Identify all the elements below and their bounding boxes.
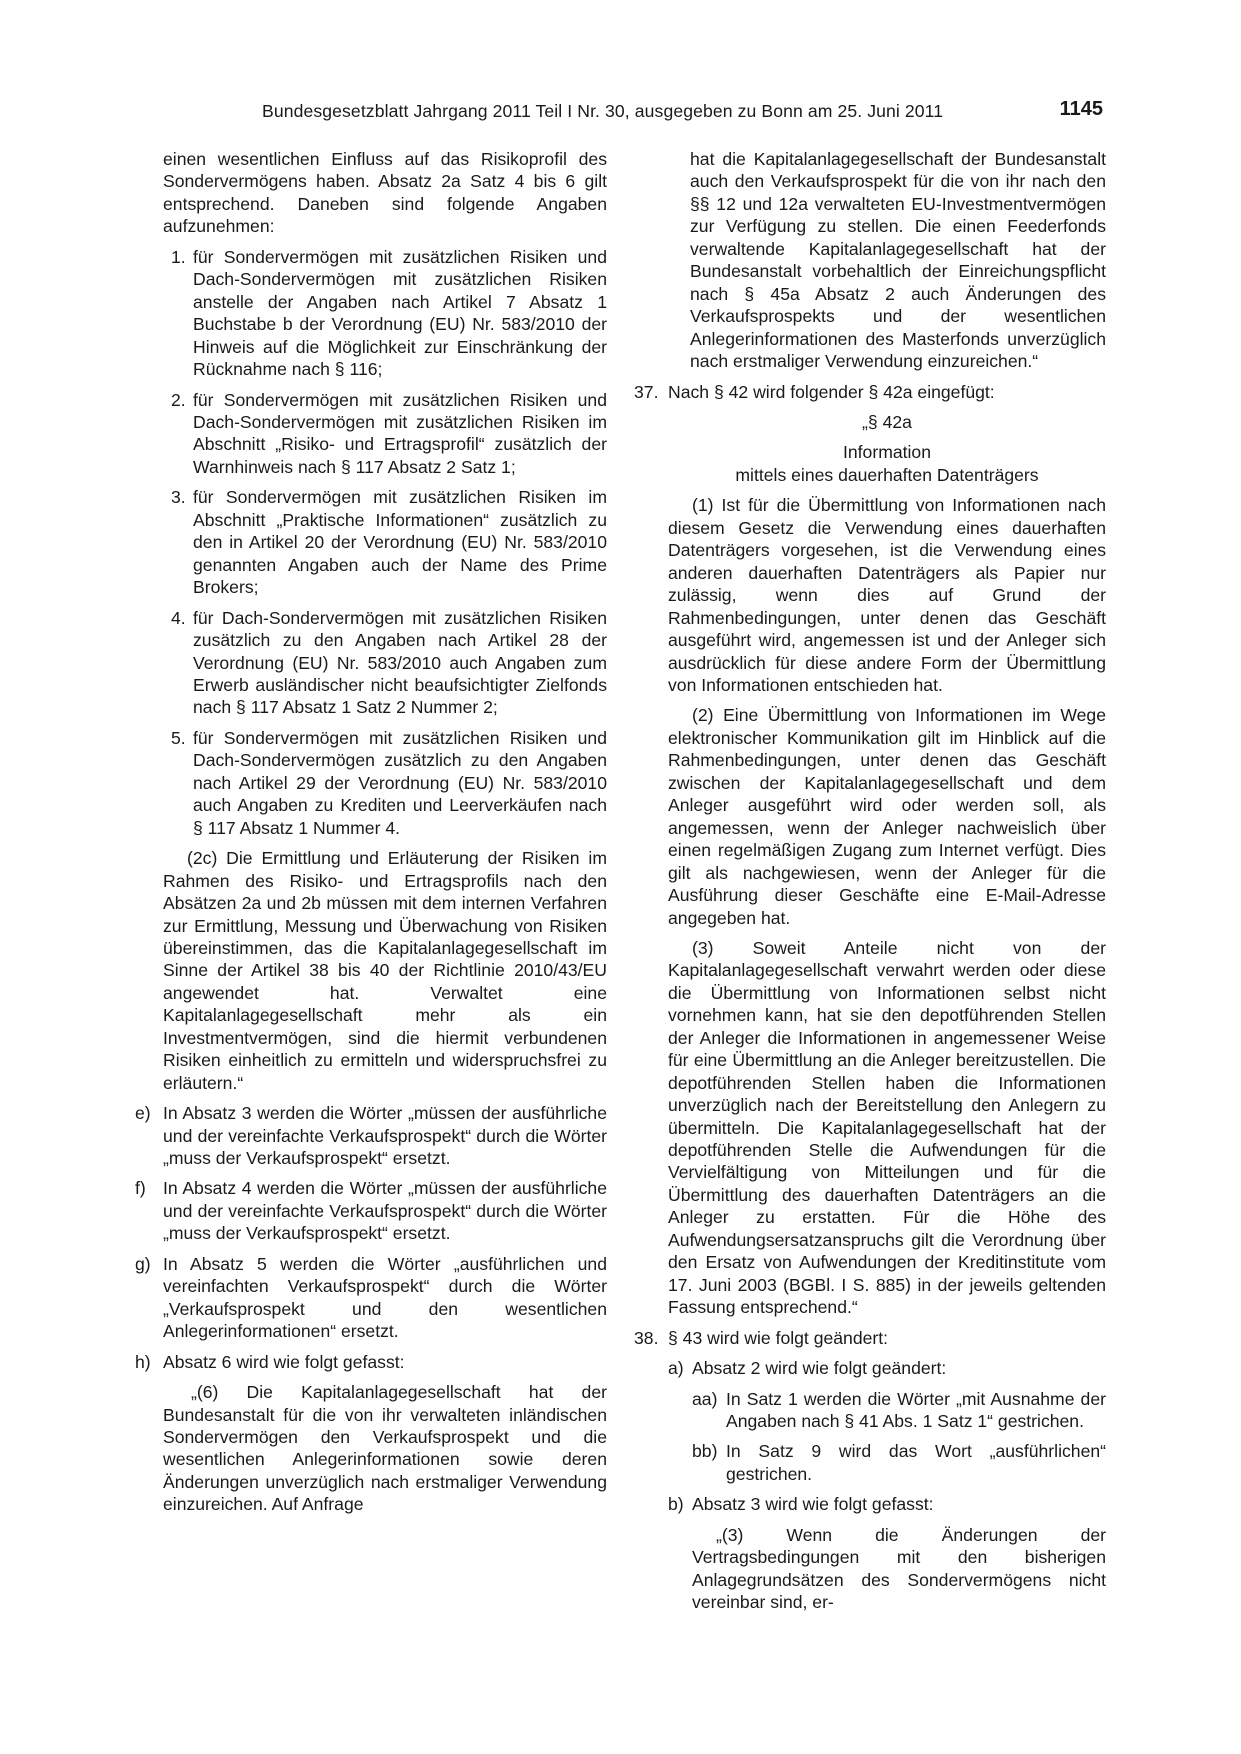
list-item-number: 1. bbox=[171, 246, 186, 267]
amendment-e bbox=[135, 1102, 607, 1169]
list-item-number: 5. bbox=[171, 727, 186, 748]
item-text: Nach § 42 wird folgender § 42a eingefügt: bbox=[668, 381, 995, 402]
right-column bbox=[634, 148, 1106, 1614]
page-header bbox=[262, 98, 1103, 131]
list-item-1 bbox=[163, 246, 607, 381]
sub-item-letter: bb) bbox=[692, 1441, 718, 1462]
running-title: Bundesgesetzblatt Jahrgang 2011 Teil I Nr. 30, ausgegeben zu Bonn am 25. Juni 2011 bbox=[262, 101, 944, 121]
item-38 bbox=[634, 1327, 1106, 1349]
continuation-paragraph: hat die Kapitalanlagegesellschaft der Bundesanstalt auch den Verkaufsprospekt für die von ihr nach den §§ 12 und 12a verwalteten EU-Investmentvermögen zur Verfügung zu stellen. Die einen Feederfonds verwaltende Kapitalanlagegesellschaft hat der Bundesanstalt vorbehaltlich der Einreichungspflicht nach § 45a Absatz 2 auch Änderungen des Verkaufsprospekts und der wesentlichen Anlegerinformationen des Masterfonds unverzüglich nach erstmaliger Verwendung einzureichen.“ bbox=[690, 149, 1106, 372]
amendment-letter: g) bbox=[135, 1253, 151, 1274]
list-item-number: 4. bbox=[171, 607, 186, 628]
sub-item-text: In Satz 9 wird das Wort „ausführlichen“ gestrichen. bbox=[726, 1441, 1106, 1484]
paragraph-3-quote: „(3) Wenn die Änderungen der Vertragsbedingungen mit den bisherigen Anlagegrundsätzen des Sondervermögens nicht vereinbar sind, er- bbox=[692, 1524, 1106, 1613]
sub-item-text: In Satz 1 werden die Wörter „mit Ausnahme der Angaben nach § 41 Abs. 1 Satz 1“ gestrichen. bbox=[726, 1388, 1106, 1432]
amendment-f bbox=[135, 1177, 607, 1244]
list-item-text: für Sondervermögen mit zusätzlichen Risiken und Dach-Sondervermögen mit zusätzlichen Risiken anstelle der Angaben nach Artikel 7 Absatz 1 Buchstabe b der Verordnung (EU) Nr. 583/2010 der Hinweis auf die Möglichkeit zur Einschränkung der Rücknahme nach § 116; bbox=[193, 246, 607, 380]
section-paragraph-2: (2) Eine Übermittlung von Informationen im Wege elektronischer Kommunikation gilt im Hinblick auf die Rahmenbedingungen, unter denen das Geschäft zwischen der Kapitalanlagegesellschaft und dem Anleger ausgeführt wird oder werden soll, als angemessen, wenn der Anleger nachweislich über einen regelmäßigen Zugang zum Internet verfügt. Dies gilt als nachgewiesen, wenn der Anleger für die Ausführung dieser Geschäfte eine E-Mail-Adresse angegeben hat. bbox=[668, 705, 1106, 928]
amendment-h bbox=[135, 1351, 607, 1373]
sub-item-text: Absatz 2 wird wie folgt geändert: bbox=[692, 1358, 947, 1379]
sub-item-aa bbox=[634, 1388, 1106, 1433]
page-number: 1145 bbox=[1059, 98, 1103, 120]
amendment-text: In Absatz 4 werden die Wörter „müssen der ausführliche und der vereinfachte Verkaufsprospekt“ durch die Wörter „muss der Verkaufsprospekt“ ersetzt. bbox=[163, 1178, 607, 1244]
item-text: § 43 wird wie folgt geändert: bbox=[668, 1327, 889, 1348]
item-number: 38. bbox=[634, 1327, 659, 1348]
amendment-text: In Absatz 3 werden die Wörter „müssen der ausführliche und der vereinfachte Verkaufsprospekt“ durch die Wörter „muss der Verkaufsprospekt“ ersetzt. bbox=[163, 1103, 607, 1169]
item-number: 37. bbox=[634, 381, 659, 402]
amendment-letter: f) bbox=[135, 1178, 146, 1199]
list-item-number: 2. bbox=[171, 389, 186, 410]
sub-item-letter: b) bbox=[668, 1494, 684, 1515]
section-title-line-1: Information bbox=[842, 442, 931, 463]
list-item-4 bbox=[163, 607, 607, 719]
left-column bbox=[135, 148, 607, 1516]
item-37 bbox=[634, 381, 1106, 403]
intro-paragraph: einen wesentlichen Einfluss auf das Risikoprofil des Sondervermögens haben. Absatz 2a Satz 4 bis 6 gilt entsprechend. Daneben sind folgende Angaben aufzunehmen: bbox=[163, 149, 607, 237]
amendment-text: Absatz 6 wird wie folgt gefasst: bbox=[163, 1351, 405, 1372]
sub-item-text: Absatz 3 wird wie folgt gefasst: bbox=[692, 1494, 934, 1515]
list-item-text: für Sondervermögen mit zusätzlichen Risiken im Abschnitt „Praktische Informationen“ zusätzlich zu den in Artikel 20 der Verordnung (EU) Nr. 583/2010 genannten Angaben auch der Name des Prime Brokers; bbox=[193, 487, 607, 598]
list-item-2 bbox=[163, 389, 607, 479]
section-paragraph-3: (3) Soweit Anteile nicht von der Kapitalanlagegesellschaft verwahrt werden oder diese die Übermittlung von Informationen selbst nicht vornehmen kann, hat sie den depotführenden Stellen der Anleger die Informationen in angemessener Weise für eine Übermittlung an die Anleger bereitzustellen. Die depotführenden Stellen haben die Informationen unverzüglich nach der Bereitstellung den Anlegern zu übermitteln. Die Kapitalanlagegesellschaft hat der depotführenden Stelle die Aufwendungen für die Vervielfältigung von Mitteilungen und für die Übermittlung des dauerhaften Datenträgers an die Anleger zu erstatten. Für die Höhe des Aufwendungsersatzanspruchs gilt die Verordnung über den Ersatz von Aufwendungen der Kreditinstitute vom 17. Juni 2003 (BGBl. I S. 885) in der jeweils geltenden Fassung entsprechend.“ bbox=[668, 937, 1106, 1318]
section-paragraph-1: (1) Ist für die Übermittlung von Informationen nach diesem Gesetz die Verwendung eines dauerhaften Datenträgers vorgesehen, ist die Verwendung eines anderen dauerhaften Datenträgers als Papier nur zulässig, wenn dies auf Grund der Rahmenbedingungen, unter denen das Geschäft ausgeführt wird, angemessen ist und der Anleger sich ausdrücklich für diese andere Form der Übermittlung von Informationen entschieden hat. bbox=[668, 495, 1106, 695]
amendment-g bbox=[135, 1253, 607, 1343]
list-item-number: 3. bbox=[171, 487, 186, 508]
paragraph-6-quote: „(6) Die Kapitalanlagegesellschaft hat der Bundesanstalt für die von ihr verwalteten inländischen Sondervermögen den Verkaufsprospekt und die wesentlichen Anlegerinformationen sowie deren Änderungen unverzüglich nach erstmaliger Verwendung einzureichen. Auf Anfrage bbox=[163, 1382, 607, 1515]
amendment-letter: e) bbox=[135, 1103, 151, 1124]
sub-item-letter: aa) bbox=[692, 1388, 718, 1409]
list-item-text: für Sondervermögen mit zusätzlichen Risiken und Dach-Sondervermögen mit zusätzlichen Risiken im Abschnitt „Risiko- und Ertragsprofil“ zusätzlich der Warnhinweis nach § 117 Absatz 2 Satz 1; bbox=[193, 389, 607, 477]
sub-item-a bbox=[634, 1357, 1106, 1379]
list-item-5 bbox=[163, 727, 607, 839]
sub-item-b bbox=[634, 1493, 1106, 1515]
list-item-text: für Dach-Sondervermögen mit zusätzlichen Risiken zusätzlich zu den Angaben nach Artikel 28 der Verordnung (EU) Nr. 583/2010 auch Angaben zum Erwerb ausländischer nicht beaufsichtigter Zielfonds nach § 117 Absatz 1 Satz 2 Nummer 2; bbox=[193, 607, 607, 718]
sub-item-letter: a) bbox=[668, 1358, 684, 1379]
paragraph-2c: (2c) Die Ermittlung und Erläuterung der Risiken im Rahmen des Risiko- und Ertragsprofils nach den Absätzen 2a und 2b müssen mit dem internen Verfahren zur Ermittlung, Messung und Überwachung von Risiken übereinstimmen, das die Kapitalanlagegesellschaft im Sinne der Artikel 38 bis 40 der Richtlinie 2010/43/EU angewendet hat. Verwaltet eine Kapitalanlagegesellschaft mehr als ein Investmentvermögen, sind die hiermit verbundenen Risiken einheitlich zu ermitteln und widerspruchsfrei zu erläutern.“ bbox=[163, 848, 607, 1093]
amendment-text: In Absatz 5 werden die Wörter „ausführlichen und vereinfachten Verkaufsprospekt“ durch die Wörter „Verkaufsprospekt und den wesentlichen Anlegerinformationen“ ersetzt. bbox=[163, 1253, 607, 1342]
section-title-line-2: mittels eines dauerhaften Datenträgers bbox=[735, 464, 1039, 485]
section-label: „§ 42a bbox=[862, 411, 912, 432]
list-item-text: für Sondervermögen mit zusätzlichen Risiken und Dach-Sondervermögen zusätzlich zu den Angaben nach Artikel 29 der Verordnung (EU) Nr. 583/2010 auch Angaben zu Krediten und Leerverkäufen nach § 117 Absatz 1 Nummer 4. bbox=[193, 727, 607, 838]
amendment-letter: h) bbox=[135, 1351, 151, 1372]
sub-item-bb bbox=[634, 1440, 1106, 1485]
list-item-3 bbox=[163, 486, 607, 598]
